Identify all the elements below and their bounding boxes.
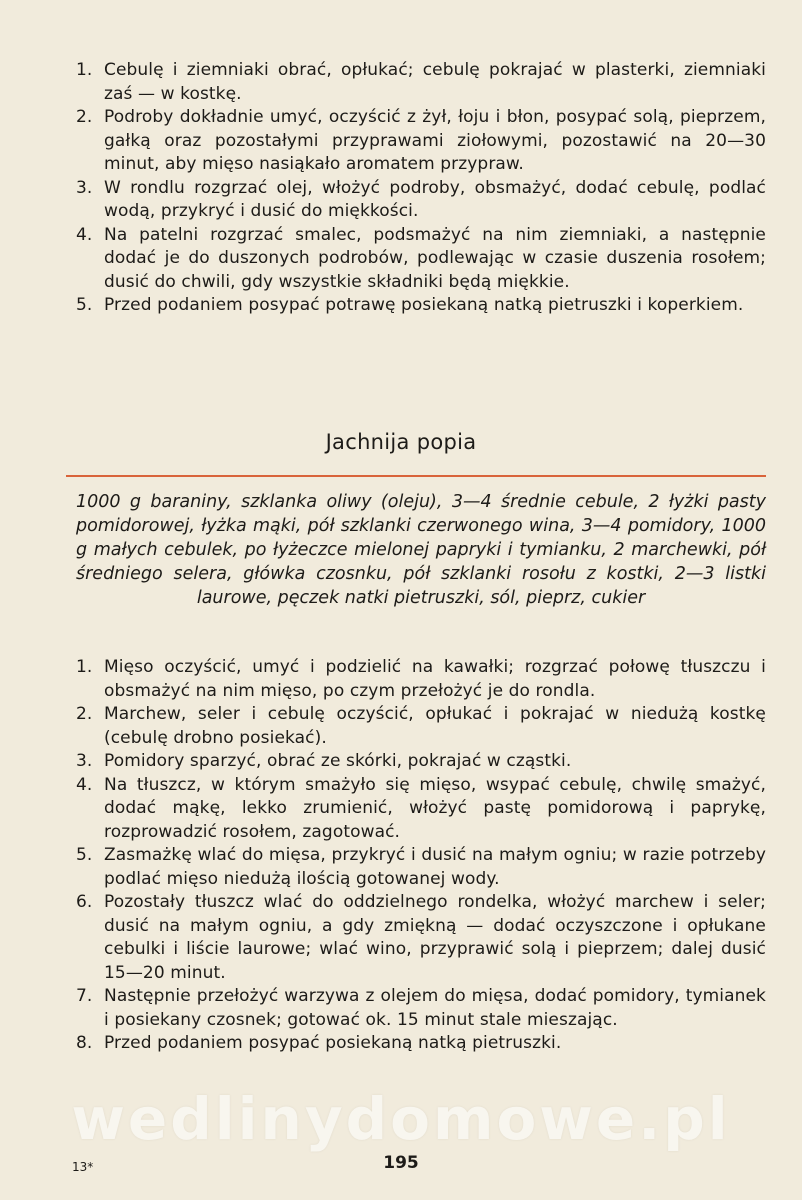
step-text: Na tłuszcz, w którym smażyło się mięso, wsypać cebulę, chwilę smażyć, dodać mąkę, lekko zrumienić, włożyć pastę pomidorową i paprykę, rozprowadzić rosołem, zagotować. [104, 774, 766, 842]
step-number: 7. [76, 986, 93, 1006]
step-number: 5. [76, 845, 93, 865]
previous-recipe-steps [76, 59, 766, 318]
step-text: Podroby dokładnie umyć, oczyścić z żył, łoju i błon, posypać solą, pieprzem, gałką oraz pozostałymi przyprawami ziołowymi, pozostawić na 20—30 minut, aby mięso nasiąkało aromatem przypraw. [104, 107, 766, 174]
step-text: Zasmażkę wlać do mięsa, przykryć i dusić na małym ogniu; w razie potrzeby podlać mięso niedużą ilością gotowanej wody. [104, 845, 766, 889]
step-text: Marchew, seler i cebulę oczyścić, opłukać i pokrajać w niedużą kostkę (cebulę drobno posiekać). [104, 704, 766, 748]
step-item [76, 656, 766, 703]
step-text: Następnie przełożyć warzywa z olejem do mięsa, dodać pomidory, tymianek i posiekany czosnek; gotować ok. 15 minut stale mieszając. [104, 986, 766, 1030]
recipe-title: Jachnija popia [325, 430, 477, 454]
step-item [76, 59, 766, 106]
signature-mark: 13* [72, 1160, 94, 1174]
step-number: 2. [76, 704, 93, 724]
step-item [76, 750, 766, 774]
page-number: 195 [383, 1153, 419, 1173]
step-number: 1. [76, 60, 93, 80]
title-underline [66, 475, 766, 477]
step-text: Pozostały tłuszcz wlać do oddzielnego rondelka, włożyć marchew i seler; dusić na małym ogniu, a gdy zmiękną — dodać oczyszczone i opłukane cebulki i liście laurowe; wlać wino, przyprawić solą i pieprzem; dalej dusić 15—20 minut. [104, 892, 766, 983]
step-number: 3. [76, 177, 93, 198]
step-item [76, 891, 766, 985]
recipe-steps [76, 656, 766, 1056]
step-number: 4. [76, 774, 93, 795]
watermark: wedlinydomowe.pl [71, 1085, 731, 1153]
step-item [76, 177, 766, 224]
step-number: 2. [76, 107, 93, 127]
step-number: 8. [76, 1033, 93, 1053]
step-item [76, 294, 766, 318]
step-item [76, 985, 766, 1032]
step-item [76, 774, 766, 845]
step-text: Na patelni rozgrzać smalec, podsmażyć na nim ziemniaki, a następnie dodać je do duszonych podrobów, podlewając w czasie duszenia rosołem; dusić do chwili, gdy wszystkie składniki będą miękkie. [104, 224, 766, 292]
step-item [76, 1032, 766, 1056]
step-text: Przed podaniem posypać posiekaną natką pietruszki. [104, 1033, 562, 1053]
step-text: Mięso oczyścić, umyć i podzielić na kawałki; rozgrzać połowę tłuszczu i obsmażyć na nim mięso, po czym przełożyć je do rondla. [104, 657, 766, 701]
ingredients-list: 1000 g baraniny, szklanka oliwy (oleju), 3—4 średnie cebule, 2 łyżki pasty pomidorowej, łyżka mąki, pół szklanki czerwonego wina, 3—4 pomidory, 1000 g małych cebulek, po łyżeczce mielonej papryki i tymianku, 2 marchewki, pół średniego selera, główka czosnku, pół szklanki rosołu z kostki, 2—3 listki laurowe, pęczek natki pietruszki, sól, pieprz, cukier [76, 492, 766, 608]
step-number: 6. [76, 892, 93, 912]
step-item [76, 224, 766, 295]
step-text: Pomidory sparzyć, obrać ze skórki, pokrajać w cząstki. [104, 751, 572, 771]
step-item [76, 106, 766, 177]
step-text: W rondlu rozgrzać olej, włożyć podroby, obsmażyć, dodać cebulę, podlać wodą, przykryć i dusić do miękkości. [104, 177, 766, 221]
step-text: Cebulę i ziemniaki obrać, opłukać; cebulę pokrajać w plasterki, ziemniaki zaś — w kostkę. [104, 60, 766, 104]
step-text: Przed podaniem posypać potrawę posiekaną natką pietruszki i koperkiem. [104, 295, 744, 315]
step-number: 4. [76, 224, 93, 245]
step-number: 1. [76, 657, 93, 677]
step-item [76, 844, 766, 891]
step-item [76, 703, 766, 750]
step-number: 5. [76, 295, 93, 315]
step-number: 3. [76, 751, 93, 771]
